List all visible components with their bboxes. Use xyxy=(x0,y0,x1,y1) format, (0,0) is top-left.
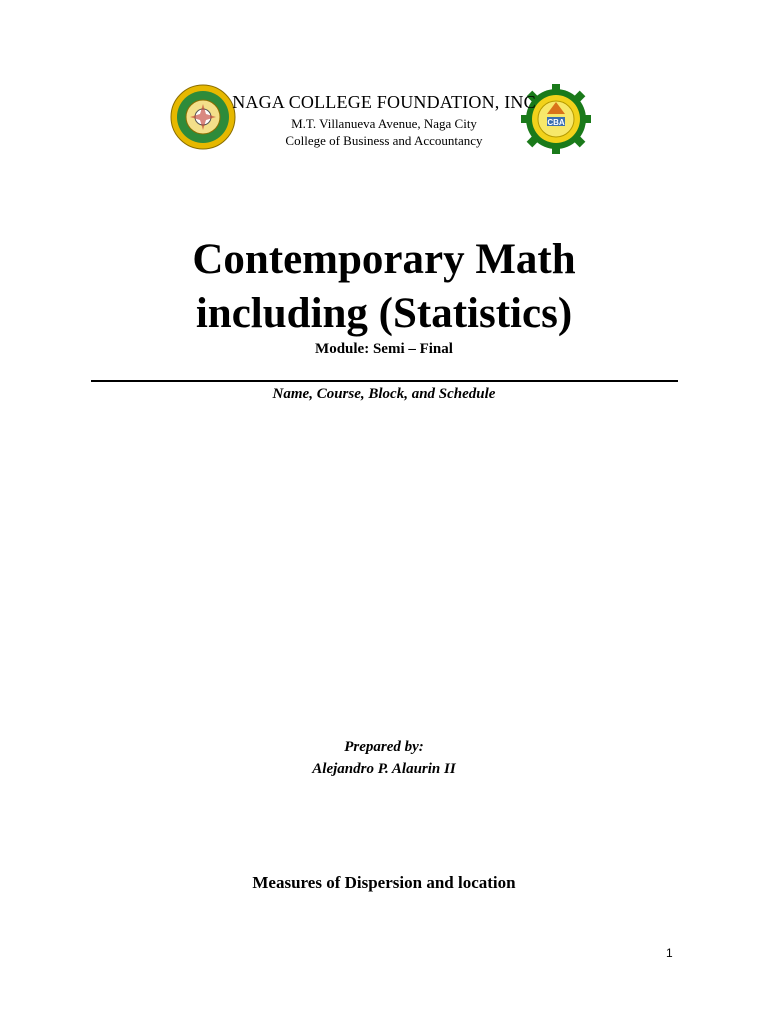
student-info-label: Name, Course, Block, and Schedule xyxy=(272,386,496,402)
college-name: College of Business and Accountancy xyxy=(285,133,483,148)
prepared-by-label: Prepared by: xyxy=(344,739,424,755)
organization-name: NAGA COLLEGE FOUNDATION, INC xyxy=(232,92,536,112)
cba-emblem-text: CBA xyxy=(547,118,565,127)
author-name: Alejandro P. Alaurin II xyxy=(312,761,456,777)
module-label: Module: Semi – Final xyxy=(315,341,453,357)
page-number: 1 xyxy=(666,946,673,960)
organization-address: M.T. Villanueva Avenue, Naga City xyxy=(291,116,477,131)
document-title-line-2: including (Statistics) xyxy=(195,290,573,337)
signature-line xyxy=(91,380,678,382)
document-title-line-1: Contemporary Math xyxy=(192,236,576,283)
module-topic: Measures of Dispersion and location xyxy=(252,873,516,892)
